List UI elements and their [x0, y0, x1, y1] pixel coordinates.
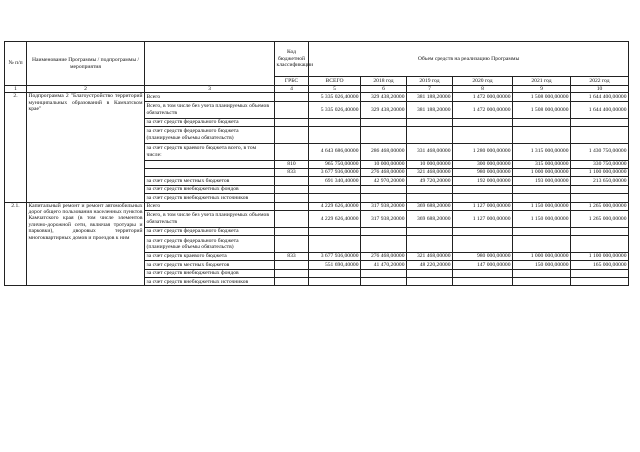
grbs-code: [275, 101, 309, 118]
amount-cell: 381 188,20000: [407, 101, 453, 118]
amount-cell: [513, 194, 571, 202]
amount-cell: 1 000 000,00000: [513, 168, 571, 176]
grbs-code: [275, 194, 309, 202]
amount-cell: 4 229 626,40000: [309, 210, 361, 227]
amount-cell: [513, 269, 571, 277]
amount-cell: [453, 194, 513, 202]
amount-cell: 317 938,20000: [361, 202, 407, 210]
amount-cell: 41 470,20000: [361, 261, 407, 269]
funding-source: [145, 168, 275, 176]
header-year: 2022 год: [571, 77, 629, 86]
amount-cell: 10 000,00000: [361, 160, 407, 168]
amount-cell: [361, 127, 407, 144]
amount-cell: [453, 227, 513, 235]
amount-cell: [571, 236, 629, 253]
amount-cell: [361, 269, 407, 277]
funding-source: Всего: [145, 202, 275, 210]
grbs-code: [275, 202, 309, 210]
amount-cell: 49 720,20000: [407, 177, 453, 185]
amount-cell: 10 000,00000: [407, 160, 453, 168]
amount-cell: 1 280 000,00000: [453, 143, 513, 160]
funding-source: за счет средств федерального бюджета (планируемые объемы обязательств): [145, 236, 275, 253]
amount-cell: [309, 278, 361, 286]
amount-cell: 331 468,00000: [407, 143, 453, 160]
amount-cell: 192 000,00000: [453, 177, 513, 185]
amount-cell: 1 127 000,00000: [453, 210, 513, 227]
index-cell: 5: [309, 86, 361, 93]
header-year: ВСЕГО: [309, 77, 361, 86]
grbs-code: [275, 227, 309, 235]
amount-cell: 4 229 626,40000: [309, 202, 361, 210]
amount-cell: [407, 278, 453, 286]
grbs-code: [275, 278, 309, 286]
grbs-code: [275, 118, 309, 126]
amount-cell: 317 938,20000: [361, 210, 407, 227]
funding-source: [145, 160, 275, 168]
grbs-code: [275, 177, 309, 185]
row-number: 2.: [5, 93, 27, 202]
amount-cell: [361, 236, 407, 253]
amount-cell: 1 100 000,00000: [571, 168, 629, 176]
header-year: 2021 год: [513, 77, 571, 86]
amount-cell: 150 000,00000: [513, 261, 571, 269]
amount-cell: [453, 127, 513, 144]
amount-cell: 321 468,00000: [407, 252, 453, 260]
amount-cell: [571, 127, 629, 144]
amount-cell: [309, 185, 361, 193]
funding-source: за счет средств местных бюджетов: [145, 177, 275, 185]
grbs-code: [275, 93, 309, 101]
amount-cell: 1 127 000,00000: [453, 202, 513, 210]
amount-cell: 315 000,00000: [513, 160, 571, 168]
amount-cell: [407, 236, 453, 253]
amount-cell: [513, 127, 571, 144]
amount-cell: 48 220,20000: [407, 261, 453, 269]
amount-cell: 165 000,00000: [571, 261, 629, 269]
amount-cell: [453, 185, 513, 193]
grbs-code: [275, 143, 309, 160]
index-cell: 10: [571, 86, 629, 93]
header-year: 2019 год: [407, 77, 453, 86]
funding-source: за счет средств федерального бюджета (планируемые объемы обязательств): [145, 127, 275, 144]
amount-cell: [407, 194, 453, 202]
amount-cell: 329 438,20000: [361, 101, 407, 118]
amount-cell: [407, 269, 453, 277]
amount-cell: 369 688,20000: [407, 210, 453, 227]
amount-cell: 965 750,00000: [309, 160, 361, 168]
amount-cell: 551 690,40000: [309, 261, 361, 269]
amount-cell: 1 644 400,00000: [571, 93, 629, 101]
table-row: [5, 202, 629, 210]
amount-cell: 3 677 936,00000: [309, 252, 361, 260]
amount-cell: 369 688,20000: [407, 202, 453, 210]
funding-source: за счет средств внебюджетных фондов: [145, 185, 275, 193]
amount-cell: [309, 269, 361, 277]
funding-source: за счет средств внебюджетных источников: [145, 278, 275, 286]
amount-cell: 1 508 000,00000: [513, 93, 571, 101]
amount-cell: [361, 194, 407, 202]
amount-cell: 1 100 000,00000: [571, 252, 629, 260]
index-cell: 3: [145, 86, 275, 93]
amount-cell: [407, 118, 453, 126]
amount-cell: [361, 227, 407, 235]
grbs-code: [275, 269, 309, 277]
amount-cell: 1 000 000,00000: [513, 252, 571, 260]
amount-cell: 286 468,00000: [361, 143, 407, 160]
index-cell: 8: [453, 86, 513, 93]
amount-cell: 1 472 000,00000: [453, 93, 513, 101]
funding-source: за счет средств местных бюджетов: [145, 261, 275, 269]
table-row: [5, 93, 629, 101]
header-year: 2018 год: [361, 77, 407, 86]
amount-cell: [513, 278, 571, 286]
amount-cell: 42 970,20000: [361, 177, 407, 185]
amount-cell: [571, 227, 629, 235]
index-cell: 6: [361, 86, 407, 93]
funding-source: Всего: [145, 93, 275, 101]
amount-cell: [513, 236, 571, 253]
amount-cell: [571, 278, 629, 286]
funding-source: за счет средств внебюджетных источников: [145, 194, 275, 202]
amount-cell: [309, 118, 361, 126]
amount-cell: [309, 236, 361, 253]
funding-source: за счет средств краевого бюджета: [145, 252, 275, 260]
amount-cell: 193 000,00000: [513, 177, 571, 185]
amount-cell: 321 468,00000: [407, 168, 453, 176]
header-grbs: ГРБС: [275, 77, 309, 86]
header-num: № п/п: [5, 42, 27, 86]
grbs-code: [275, 236, 309, 253]
amount-cell: [571, 269, 629, 277]
amount-cell: 213 650,00000: [571, 177, 629, 185]
amount-cell: [453, 278, 513, 286]
amount-cell: 1 265 000,00000: [571, 210, 629, 227]
amount-cell: [453, 118, 513, 126]
amount-cell: 980 000,00000: [453, 252, 513, 260]
amount-cell: [513, 227, 571, 235]
amount-cell: [571, 194, 629, 202]
amount-cell: 147 000,00000: [453, 261, 513, 269]
amount-cell: [453, 236, 513, 253]
funding-source: Всего, в том числе без учета планируемых объемов обязательств: [145, 101, 275, 118]
index-cell: 1: [5, 86, 27, 93]
grbs-code: [275, 127, 309, 144]
amount-cell: 1 472 000,00000: [453, 101, 513, 118]
amount-cell: 1 315 000,00000: [513, 143, 571, 160]
amount-cell: 276 468,00000: [361, 168, 407, 176]
index-cell: 7: [407, 86, 453, 93]
grbs-code: [275, 261, 309, 269]
amount-cell: [513, 185, 571, 193]
amount-cell: [513, 118, 571, 126]
funding-source: за счет средств краевого бюджета всего, в том числе:: [145, 143, 275, 160]
funding-source: за счет средств федерального бюджета: [145, 227, 275, 235]
amount-cell: 1 508 000,00000: [513, 101, 571, 118]
amount-cell: 1 150 000,00000: [513, 210, 571, 227]
amount-cell: 5 335 026,40000: [309, 93, 361, 101]
amount-cell: 5 335 026,40000: [309, 101, 361, 118]
amount-cell: 3 677 936,00000: [309, 168, 361, 176]
row-number: 2.1.: [5, 202, 27, 286]
header-volume: Объем средств на реализацию Программы: [309, 42, 629, 77]
amount-cell: 1 430 750,00000: [571, 143, 629, 160]
amount-cell: [309, 127, 361, 144]
funding-source: за счет средств внебюджетных фондов: [145, 269, 275, 277]
index-cell: 2: [27, 86, 145, 93]
amount-cell: [453, 269, 513, 277]
item-name: Капитальный ремонт и ремонт автомобильных дорог общего пользования населенных пунктов Камчатского края (в том числе элементов улично-дорожной сети, включая тротуары и парковки), дворовых территорий многоквартирных домов и проездов к ним: [27, 202, 145, 286]
grbs-code: 833: [275, 168, 309, 176]
grbs-code: 833: [275, 252, 309, 260]
header-year: 2020 год: [453, 77, 513, 86]
funding-source: за счет средств федерального бюджета: [145, 118, 275, 126]
item-name: Подпрограмма 2 "Благоустройство территорий муниципальных образований в Камчатском крае": [27, 93, 145, 202]
header-code: Код бюджетной классификации: [275, 42, 309, 77]
amount-cell: 1 644 400,00000: [571, 101, 629, 118]
index-cell: 9: [513, 86, 571, 93]
grbs-code: 810: [275, 160, 309, 168]
amount-cell: 980 000,00000: [453, 168, 513, 176]
amount-cell: 330 750,00000: [571, 160, 629, 168]
amount-cell: [407, 127, 453, 144]
amount-cell: [361, 278, 407, 286]
amount-cell: [361, 185, 407, 193]
amount-cell: [407, 227, 453, 235]
header-name: Наименование Программы / подпрограммы / мероприятия: [27, 42, 145, 86]
amount-cell: 300 000,00000: [453, 160, 513, 168]
funding-source: Всего, в том числе без учета планируемых объемов обязательств: [145, 210, 275, 227]
amount-cell: 691 340,40000: [309, 177, 361, 185]
amount-cell: 1 150 000,00000: [513, 202, 571, 210]
index-cell: 4: [275, 86, 309, 93]
amount-cell: [309, 194, 361, 202]
amount-cell: 381 188,20000: [407, 93, 453, 101]
amount-cell: 329 438,20000: [361, 93, 407, 101]
amount-cell: [571, 118, 629, 126]
program-funding-table: [4, 41, 629, 286]
amount-cell: [361, 118, 407, 126]
header-empty: [145, 42, 275, 86]
amount-cell: 1 265 000,00000: [571, 202, 629, 210]
amount-cell: [309, 227, 361, 235]
amount-cell: 4 643 686,00000: [309, 143, 361, 160]
amount-cell: 276 468,00000: [361, 252, 407, 260]
grbs-code: [275, 185, 309, 193]
amount-cell: [571, 185, 629, 193]
grbs-code: [275, 210, 309, 227]
amount-cell: [407, 185, 453, 193]
